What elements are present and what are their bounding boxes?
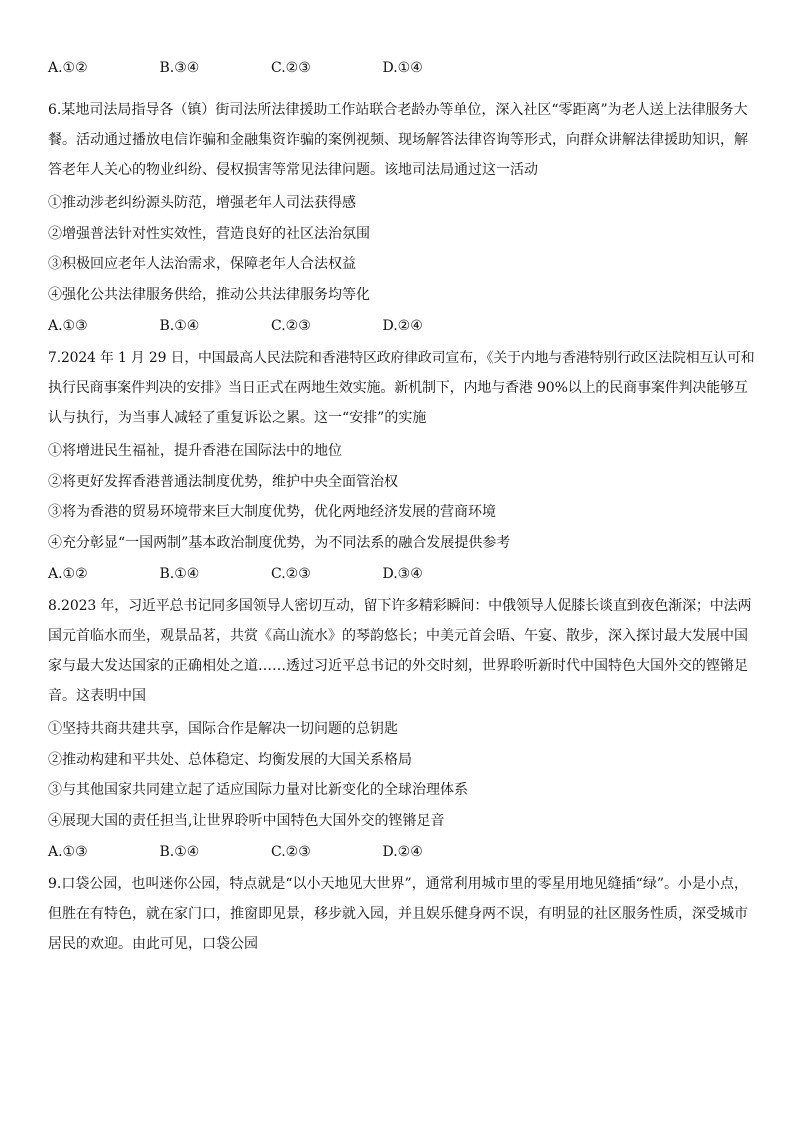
q8-choice-d[interactable]: D.②④ — [382, 844, 423, 860]
q8-choice-a[interactable]: A.①③ — [48, 844, 88, 860]
q7-stem-line: 认与执行，为当事人减轻了重复诉讼之累。这一“安排”的实施 — [48, 410, 427, 426]
q8-stem-line: 家与最大发达国家的正确相处之道……透过习近平总书记的外交时刻，世界聆听新时代中国特色大国外交的铿锵足 — [48, 658, 748, 674]
question-8 — [48, 591, 754, 869]
q6-option-3: ③积极回应老年人法治需求，保障老年人合法权益 — [48, 256, 356, 272]
q9-stem-line: 9.口袋公园，也叫迷你公园，特点就是“以小天地见大世界”，通常利用城市里的零星用地见缝插“绿”。小是小点， — [48, 876, 748, 892]
q6-stem-line: 6.某地司法局指导各（镇）街司法所法律援助工作站联合老龄办等单位，深入社区“零距离”为老人送上法律服务大 — [48, 102, 748, 118]
q6-option-1: ①推动涉老纠纷源头防范，增强老年人司法获得感 — [48, 195, 356, 211]
q6-option-2: ②增强普法针对性实效性，营造良好的社区法治氛围 — [48, 225, 370, 242]
q7-option-1: ①将增进民生福祉，提升香港在国际法中的地位 — [48, 443, 342, 459]
q7-choice-b[interactable]: B.①④ — [159, 566, 200, 582]
q8-choice-b[interactable]: B.①④ — [159, 844, 200, 860]
q5-choice-c[interactable]: C.②③ — [271, 60, 311, 76]
q8-choices — [48, 836, 754, 869]
q5-choice-a[interactable]: A.①② — [48, 60, 88, 76]
q6-choice-a[interactable]: A.①③ — [48, 318, 88, 334]
q8-stem-line: 音。这表明中国 — [48, 688, 146, 704]
q5-choice-b[interactable]: B.③④ — [159, 60, 200, 76]
q6-option-4: ④强化公共法律服务供给，推动公共法律服务均等化 — [48, 286, 370, 303]
q7-choices — [48, 558, 754, 591]
q8-stem-line: 国元首临水而坐，观景品茗，共赏《高山流水》的琴韵悠长；中美元首会晤、午宴、散步，深入探讨最大发展中国 — [48, 628, 748, 644]
exam-page — [48, 56, 754, 959]
q8-option-4: ④展现大国的责任担当,让世界聆听中国特色大国外交的铿锵足音 — [48, 812, 445, 829]
q7-choice-d[interactable]: D.③④ — [382, 566, 423, 582]
q8-choice-c[interactable]: C.②③ — [271, 844, 311, 860]
q5-choices — [48, 56, 754, 80]
question-9 — [48, 869, 754, 959]
q7-stem-line: 7.2024 年 1 月 29 日，中国最高人民法院和香港特区政府律政司宣布，《关于内地与香港特别行政区法院相互认可和 — [48, 350, 755, 366]
q7-choice-c[interactable]: C.②③ — [271, 566, 311, 582]
q6-stem-line: 答老年人关心的物业纠纷、侵权损害等常见法律问题。该地司法局通过这一活动 — [48, 162, 538, 178]
q7-option-3: ③将为香港的贸易环境带来巨大制度优势，优化两地经济发展的营商环境 — [48, 504, 496, 520]
q7-option-2: ②将更好发挥香港普通法制度优势，维护中央全面管治权 — [48, 473, 398, 490]
q6-choice-c[interactable]: C.②③ — [271, 318, 311, 334]
q6-choice-d[interactable]: D.②④ — [382, 318, 423, 334]
q6-stem-line: 餐。活动通过播放电信诈骗和金融集资诈骗的案例视频、现场解答法律咨询等形式，向群众讲解法律援助知识，解 — [48, 132, 748, 148]
q6-choice-b[interactable]: B.①④ — [159, 318, 200, 334]
question-7 — [48, 343, 754, 591]
q9-stem-line: 但胜在有特色，就在家门口，推窗即见景，移步就入园，并且娱乐健身两不误，有明显的社区服务性质，深受城市 — [48, 906, 748, 922]
q7-option-4: ④充分彰显“一国两制”基本政治制度优势，为不同法系的融合发展提供参考 — [48, 534, 511, 551]
q5-choice-d[interactable]: D.①④ — [382, 60, 423, 76]
question-6 — [48, 95, 754, 343]
q8-option-1: ①坚持共商共建共享，国际合作是解决一切问题的总钥匙 — [48, 721, 398, 737]
q6-choices — [48, 310, 754, 343]
q9-stem-line: 居民的欢迎。由此可见，口袋公园 — [48, 936, 258, 952]
q7-choice-a[interactable]: A.①② — [48, 566, 88, 582]
q8-stem-line: 8.2023 年，习近平总书记同多国领导人密切互动，留下许多精彩瞬间：中俄领导人促膝长谈直到夜色渐深；中法两 — [48, 598, 752, 614]
q7-stem-line: 执行民商事案件判决的安排》当日正式在两地生效实施。新机制下，内地与香港 90%以上的民商事案件判决能够互 — [48, 380, 748, 396]
q8-option-2: ②推动构建和平共处、总体稳定、均衡发展的大国关系格局 — [48, 751, 412, 768]
q8-option-3: ③与其他国家共同建立起了适应国际力量对比新变化的全球治理体系 — [48, 782, 468, 798]
